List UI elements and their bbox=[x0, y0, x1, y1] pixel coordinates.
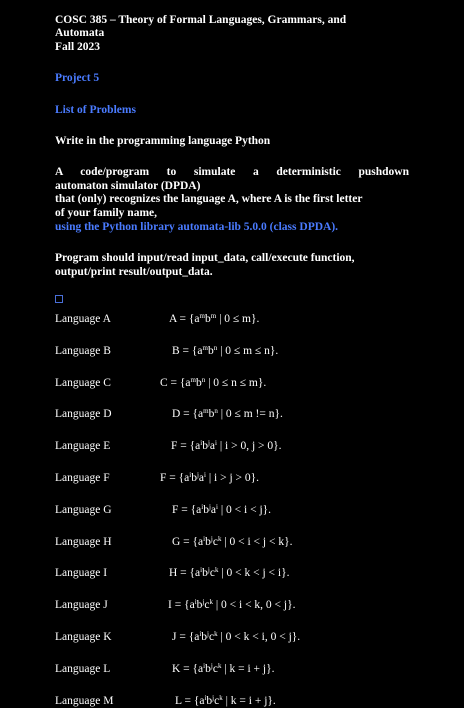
definition-part-lhs: F = {a bbox=[171, 440, 201, 452]
definition-part-mid1: b bbox=[203, 504, 209, 516]
definition-part-e2: m bbox=[210, 312, 217, 320]
task-line1: A code/program to simulate a deterministic pushdown bbox=[55, 166, 409, 178]
language-label: Language J bbox=[55, 599, 108, 611]
definition-part-e1: i bbox=[200, 566, 203, 574]
language-definition bbox=[160, 472, 259, 485]
definition-part-mid2: a bbox=[198, 472, 205, 484]
definition-part-mid1: b bbox=[195, 377, 202, 389]
program-line2: output/print result/output_data. bbox=[55, 266, 213, 278]
definition-part-mid1: b bbox=[204, 313, 211, 325]
definition-part-e2: j bbox=[212, 694, 215, 702]
definition-part-e2: j bbox=[207, 630, 209, 638]
definition-part-lhs: A = {a bbox=[169, 313, 200, 325]
definition-part-lhs: F = {a bbox=[172, 504, 202, 516]
language-label: Language M bbox=[55, 695, 114, 707]
definition-part-mid1: b bbox=[206, 695, 213, 707]
task-line2: automaton simulator (DPDA) bbox=[55, 180, 201, 192]
course-title-line1: COSC 385 – Theory of Formal Languages, Grammars, and bbox=[55, 14, 347, 26]
instruction: Write in the programming language Python bbox=[55, 135, 271, 147]
definition-part-e2: j bbox=[208, 503, 211, 511]
definition-part-e1: m bbox=[199, 312, 205, 320]
language-definition bbox=[172, 504, 271, 517]
language-label: Language D bbox=[55, 408, 112, 420]
definition-part-rhs: | 0 < k < i, 0 < j}. bbox=[217, 631, 301, 643]
definition-part-e2: j bbox=[196, 471, 199, 479]
definition-part-mid2: c bbox=[209, 631, 215, 643]
definition-part-e2: n bbox=[214, 407, 218, 415]
definition-part-lhs: B = {a bbox=[172, 345, 203, 357]
project-title: Project 5 bbox=[55, 72, 100, 84]
definition-part-e3: k bbox=[217, 535, 222, 543]
language-label: Language I bbox=[55, 567, 108, 579]
definition-part-lhs: K = {a bbox=[172, 663, 204, 675]
definition-part-rhs: | i > j > 0}. bbox=[205, 472, 260, 484]
language-definition bbox=[160, 377, 266, 390]
definition-part-rhs: | 0 ≤ m}. bbox=[216, 313, 260, 325]
definition-part-rhs: | 0 < i < k, 0 < j}. bbox=[212, 599, 296, 611]
definition-part-e3: i bbox=[204, 471, 206, 479]
language-definition bbox=[172, 631, 300, 644]
definition-part-mid2: a bbox=[210, 504, 217, 516]
task-line3: that (only) recognizes the language A, where A is the first letter bbox=[55, 193, 363, 205]
definition-part-lhs: H = {a bbox=[169, 567, 201, 579]
definition-part-e2: j bbox=[210, 535, 213, 543]
definition-part-e2: n bbox=[213, 344, 218, 352]
definition-part-e1: i bbox=[200, 439, 203, 447]
definition-part-rhs: | k = i + j}. bbox=[222, 695, 276, 707]
language-label: Language A bbox=[55, 313, 111, 325]
definition-part-e3: k bbox=[214, 566, 219, 574]
definition-part-e1: i bbox=[189, 471, 192, 479]
definition-part-mid2: c bbox=[212, 663, 218, 675]
definition-part-rhs: | 0 ≤ n ≤ m}. bbox=[205, 377, 267, 389]
language-label: Language K bbox=[55, 631, 112, 643]
language-label: Language E bbox=[55, 440, 111, 452]
definition-part-mid1: b bbox=[191, 472, 197, 484]
definition-part-mid1: b bbox=[202, 567, 208, 579]
definition-part-e1: i bbox=[203, 535, 206, 543]
definition-part-mid2: c bbox=[212, 536, 218, 548]
definition-part-e1: i bbox=[201, 503, 204, 511]
checkbox-icon[interactable] bbox=[55, 295, 63, 303]
language-label: Language G bbox=[55, 504, 112, 516]
definition-part-e1: i bbox=[199, 630, 202, 638]
definition-part-e3: k bbox=[217, 662, 222, 670]
definition-part-e3: k bbox=[209, 598, 213, 606]
language-label: Language B bbox=[55, 345, 111, 357]
language-label: Language H bbox=[55, 536, 112, 548]
definition-part-lhs: D = {a bbox=[172, 408, 204, 420]
definition-part-e2: j bbox=[207, 439, 210, 447]
definition-part-e3: i bbox=[215, 439, 217, 447]
definition-part-mid2: c bbox=[204, 599, 210, 611]
definition-part-rhs: | i > 0, j > 0}. bbox=[216, 440, 282, 452]
definition-part-lhs: F = {a bbox=[160, 472, 190, 484]
definition-part-e1: i bbox=[203, 662, 206, 670]
definition-part-mid1: b bbox=[205, 536, 211, 548]
language-label: Language L bbox=[55, 663, 111, 675]
definition-part-mid2: c bbox=[214, 695, 220, 707]
definition-part-mid1: b bbox=[207, 345, 214, 357]
definition-part-mid2: c bbox=[209, 567, 215, 579]
language-definition bbox=[172, 345, 278, 358]
definition-part-rhs: | 0 ≤ m ≤ n}. bbox=[217, 345, 279, 357]
definition-part-e1: m bbox=[202, 344, 208, 352]
definition-part-rhs: | 0 < k < j < i}. bbox=[218, 567, 290, 579]
definition-part-e2: j bbox=[207, 566, 210, 574]
definition-part-lhs: I = {a bbox=[168, 599, 195, 611]
definition-part-mid1: b bbox=[205, 663, 211, 675]
task-line4: of your family name, bbox=[55, 207, 158, 219]
language-definition bbox=[172, 536, 292, 549]
definition-part-mid1: b bbox=[202, 440, 208, 452]
language-definition bbox=[169, 313, 259, 326]
definition-part-e1: m bbox=[190, 376, 196, 384]
definition-part-e1: m bbox=[203, 407, 209, 415]
definition-part-e2: j bbox=[210, 662, 213, 670]
language-definition bbox=[169, 567, 289, 580]
definition-part-lhs: J = {a bbox=[172, 631, 200, 643]
definition-part-rhs: | k = i + j}. bbox=[221, 663, 275, 675]
definition-part-mid1: b bbox=[201, 631, 208, 643]
definition-part-mid1: b bbox=[208, 408, 215, 420]
list-title: List of Problems bbox=[55, 104, 136, 116]
language-definition bbox=[171, 440, 282, 453]
definition-part-e2: n bbox=[201, 376, 206, 384]
language-label: Language C bbox=[55, 377, 111, 389]
course-title-line2: Automata bbox=[55, 27, 105, 39]
definition-part-mid1: b bbox=[196, 599, 203, 611]
definition-part-mid2: a bbox=[209, 440, 216, 452]
definition-part-rhs: | 0 < i < j}. bbox=[217, 504, 272, 516]
definition-part-rhs: | 0 ≤ m != n}. bbox=[217, 408, 283, 420]
language-definition bbox=[175, 695, 276, 708]
definition-part-e3: k bbox=[214, 630, 218, 638]
task-line5: using the Python library automata-lib 5.0.0 (class DPDA). bbox=[55, 221, 339, 233]
language-definition bbox=[172, 408, 283, 421]
definition-part-rhs: | 0 < i < j < k}. bbox=[221, 536, 293, 548]
definition-part-e3: i bbox=[216, 503, 218, 511]
language-label: Language F bbox=[55, 472, 110, 484]
definition-part-lhs: G = {a bbox=[172, 536, 204, 548]
definition-part-e1: i bbox=[194, 598, 197, 606]
definition-part-lhs: C = {a bbox=[160, 377, 191, 389]
definition-part-lhs: L = {a bbox=[175, 695, 205, 707]
program-line1: Program should input/read input_data, call/execute function, bbox=[55, 252, 355, 264]
language-definition bbox=[172, 663, 275, 676]
language-definition bbox=[168, 599, 296, 612]
definition-part-e3: k bbox=[219, 694, 223, 702]
term: Fall 2023 bbox=[55, 41, 101, 53]
definition-part-e1: i bbox=[204, 694, 207, 702]
definition-part-e2: j bbox=[202, 598, 205, 606]
